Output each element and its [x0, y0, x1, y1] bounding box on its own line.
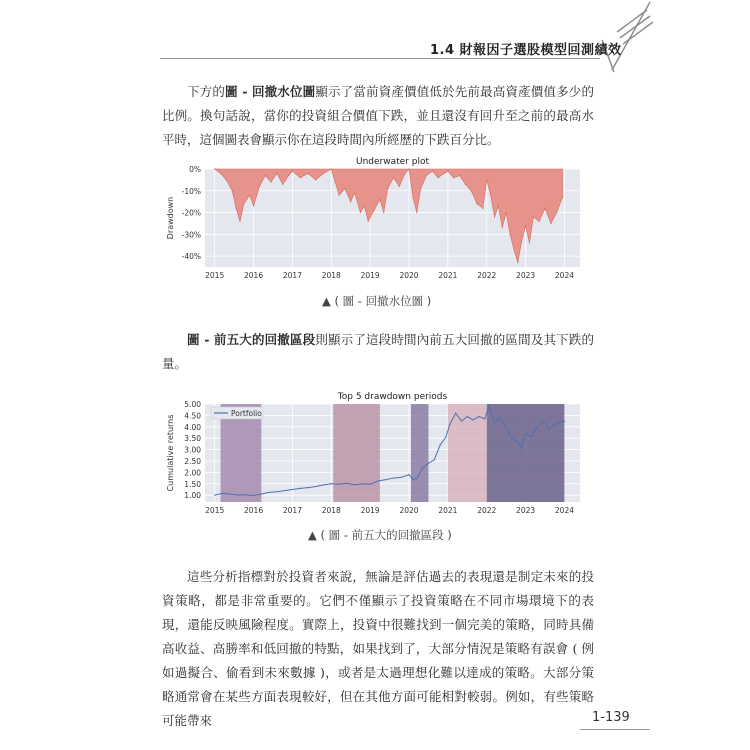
portfolio-point — [323, 484, 324, 485]
figure-caption-top5: ▲ ( 圖 - 前五大的回撤區段 ) — [308, 528, 452, 542]
drawdown-point — [482, 208, 483, 209]
drawdown-point — [513, 249, 514, 250]
portfolio-point — [331, 483, 332, 484]
drawdown-point — [226, 179, 227, 180]
portfolio-point — [315, 486, 316, 487]
y-tick-label: 3.00 — [184, 445, 201, 455]
drawdown-point — [494, 216, 495, 217]
y-tick-label: 4.00 — [184, 422, 201, 432]
drawdown-point — [393, 177, 394, 178]
portfolio-point — [401, 477, 402, 478]
drawdown-period-band — [333, 404, 380, 502]
paragraph-analysis: 這些分析指標對於投資者來說，無論是評估過去的表現還是制定未來的投資策略，都是非常重要的。它們不僅顯示了投資策略在不同市場環境下的表現，還能反映風險程度。實際上，投資中很難找到一個完美的策略，同時具備高收益、高勝率和低回撤的特點，如果找到了，大部分情況是策略有誤會 ( 例如過擬合、偷看到未來數據 )，或者是太過理想化難以達成的策略。大部分策略通常會在某些方面表現較好，但在其他方面可能相對較弱。例如，有些策略可能帶來 — [162, 569, 594, 728]
x-tick-label: 2019 — [360, 506, 380, 515]
portfolio-point — [440, 444, 441, 445]
x-tick-label: 2024 — [554, 506, 575, 515]
drawdown-point — [459, 175, 460, 176]
drawdown-point — [239, 221, 240, 222]
chart-title: Underwater plot — [356, 157, 429, 167]
top5-drawdown-chart — [160, 390, 590, 520]
portfolio-point — [428, 463, 429, 464]
x-tick-label: 2022 — [477, 271, 497, 280]
portfolio-point — [237, 495, 238, 496]
drawdown-point — [243, 203, 244, 204]
drawdown-point — [426, 175, 427, 176]
drawdown-point — [354, 192, 355, 193]
drawdown-point — [405, 173, 406, 174]
portfolio-point — [554, 424, 555, 425]
portfolio-point — [230, 493, 231, 494]
portfolio-point — [214, 495, 215, 496]
portfolio-point — [455, 413, 456, 414]
drawdown-point — [438, 177, 439, 178]
figure-caption-underwater: ▲ ( 圖 - 回撤水位圖 ) — [322, 294, 432, 308]
paragraph-top5-intro — [162, 328, 594, 376]
corner-decoration-icon — [592, 0, 662, 75]
drawdown-point — [270, 181, 271, 182]
portfolio-point — [521, 448, 522, 449]
y-axis-label: Drawdown — [166, 196, 175, 240]
drawdown-point — [533, 216, 534, 217]
section-title: 1.4 財報因子選股模型回測績效 — [430, 43, 622, 58]
y-tick-label: 1.50 — [184, 479, 201, 489]
portfolio-point — [269, 492, 270, 493]
drawdown-point — [379, 199, 380, 200]
paragraph-text: 則顯示了這段時間內前五大回撤的區間及其下跌的量。 — [162, 332, 594, 371]
drawdown-point — [443, 173, 444, 174]
drawdown-period-band — [448, 404, 487, 502]
drawdown-point — [259, 186, 260, 187]
underwater-plot — [160, 155, 590, 285]
drawdown-point — [539, 221, 540, 222]
y-tick-label: 4.50 — [184, 411, 201, 421]
x-tick-label: 2019 — [360, 271, 380, 280]
portfolio-point — [494, 422, 495, 423]
drawdown-point — [517, 262, 518, 263]
drawdown-point — [344, 188, 345, 189]
portfolio-point — [412, 479, 413, 480]
drawdown-point — [529, 242, 530, 243]
drawdown-point — [338, 195, 339, 196]
drawdown-point — [506, 212, 507, 213]
y-tick-label: 2.00 — [184, 468, 201, 478]
paragraph-text: 下方的 — [187, 84, 226, 99]
drawdown-point — [335, 181, 336, 182]
y-tick-label: -10% — [181, 186, 201, 196]
drawdown-point — [288, 175, 289, 176]
portfolio-point — [500, 417, 501, 418]
drawdown-point — [509, 234, 510, 235]
drawdown-point — [364, 205, 365, 206]
portfolio-point — [261, 493, 262, 494]
drawdown-point — [525, 225, 526, 226]
drawdown-point — [521, 240, 522, 241]
drawdown-point — [232, 190, 233, 191]
drawdown-point — [498, 205, 499, 206]
chart-title: Top 5 drawdown periods — [337, 392, 448, 402]
drawdown-point — [486, 179, 487, 180]
drawdown-point — [214, 168, 215, 169]
drawdown-point — [282, 184, 283, 185]
drawdown-point — [399, 186, 400, 187]
portfolio-point — [478, 416, 479, 417]
y-tick-label: 2.50 — [184, 456, 201, 466]
x-tick-label: 2016 — [244, 506, 264, 515]
x-tick-label: 2017 — [282, 506, 302, 515]
portfolio-point — [467, 416, 468, 417]
x-tick-label: 2021 — [438, 271, 458, 280]
page-number: 1-139 — [592, 710, 630, 725]
drawdown-point — [476, 203, 477, 204]
portfolio-point — [548, 428, 549, 429]
portfolio-point — [284, 490, 285, 491]
drawdown-point — [412, 197, 413, 198]
x-tick-label: 2024 — [554, 271, 575, 280]
portfolio-point — [307, 487, 308, 488]
portfolio-point — [385, 479, 386, 480]
drawdown-point — [490, 195, 491, 196]
drawdown-point — [502, 227, 503, 228]
portfolio-point — [511, 438, 512, 439]
x-tick-label: 2016 — [244, 271, 264, 280]
figure-reference: 圖 - 回撤水位圖 — [225, 84, 316, 99]
drawdown-point — [323, 173, 324, 174]
y-tick-label: 3.50 — [184, 434, 201, 444]
drawdown-point — [368, 221, 369, 222]
drawdown-point — [235, 208, 236, 209]
drawdown-point — [544, 208, 545, 209]
portfolio-point — [370, 484, 371, 485]
portfolio-point — [473, 419, 474, 420]
x-tick-label: 2015 — [205, 271, 225, 280]
paragraph-text: 顯示了當前資產價值低於先前最高資產價值多少的比例。換句話說，當你的投資組合價值下跌，並且還沒有回升至之前的最高水平時，這個圖表會顯示你在這段時間內所經歷的下跌百分比。 — [162, 84, 594, 147]
y-axis-label: Cumulative returns — [166, 414, 175, 492]
portfolio-point — [338, 484, 339, 485]
portfolio-point — [346, 483, 347, 484]
portfolio-point — [377, 480, 378, 481]
portfolio-point — [506, 427, 507, 428]
portfolio-point — [408, 474, 409, 475]
drawdown-point — [420, 188, 421, 189]
x-tick-label: 2023 — [516, 271, 536, 280]
portfolio-point — [416, 478, 417, 479]
portfolio-point — [222, 493, 223, 494]
y-tick-label: -40% — [181, 252, 201, 262]
drawdown-point — [307, 173, 308, 174]
drawdown-point — [550, 223, 551, 224]
portfolio-point — [542, 420, 543, 421]
portfolio-point — [245, 494, 246, 495]
drawdown-point — [331, 168, 332, 169]
portfolio-point — [445, 436, 446, 437]
drawdown-point — [465, 184, 466, 185]
portfolio-point — [560, 422, 561, 423]
portfolio-point — [362, 483, 363, 484]
drawdown-point — [300, 177, 301, 178]
drawdown-point — [556, 212, 557, 213]
drawdown-point — [315, 179, 316, 180]
drawdown-point — [453, 177, 454, 178]
drawdown-point — [383, 212, 384, 213]
paragraph-underwater-intro — [162, 80, 594, 152]
x-tick-label: 2015 — [205, 506, 225, 515]
portfolio-point — [564, 420, 565, 421]
portfolio-point — [531, 436, 532, 437]
portfolio-point — [488, 406, 489, 407]
drawdown-point — [416, 212, 417, 213]
portfolio-point — [354, 484, 355, 485]
drawdown-point — [276, 173, 277, 174]
portfolio-point — [537, 426, 538, 427]
y-tick-label: 5.00 — [184, 400, 201, 409]
legend-label: Portfolio — [231, 409, 262, 418]
drawdown-point — [249, 195, 250, 196]
drawdown-point — [387, 188, 388, 189]
portfolio-point — [461, 420, 462, 421]
portfolio-point — [525, 433, 526, 434]
drawdown-point — [253, 205, 254, 206]
portfolio-point — [276, 491, 277, 492]
drawdown-point — [408, 168, 409, 169]
x-tick-label: 2017 — [282, 271, 302, 280]
drawdown-point — [562, 197, 563, 198]
portfolio-point — [253, 495, 254, 496]
y-tick-label: -30% — [181, 230, 201, 240]
drawdown-point — [432, 171, 433, 172]
drawdown-point — [360, 212, 361, 213]
drawdown-point — [265, 175, 266, 176]
portfolio-point — [434, 459, 435, 460]
header-divider — [160, 58, 600, 59]
portfolio-point — [300, 488, 301, 489]
y-tick-label: -20% — [181, 208, 201, 218]
drawdown-point — [292, 171, 293, 172]
drawdown-period-band — [411, 404, 428, 502]
figure-reference: 圖 - 前五大的回撤區段 — [187, 332, 316, 347]
portfolio-point — [517, 442, 518, 443]
y-tick-label: 0% — [189, 165, 201, 174]
portfolio-point — [484, 418, 485, 419]
x-tick-label: 2022 — [477, 506, 497, 515]
x-tick-label: 2021 — [438, 506, 458, 515]
drawdown-point — [350, 201, 351, 202]
drawdown-point — [471, 190, 472, 191]
x-tick-label: 2018 — [321, 271, 341, 280]
x-tick-label: 2020 — [399, 271, 419, 280]
drawdown-point — [447, 171, 448, 172]
footer-divider — [580, 729, 650, 730]
x-tick-label: 2018 — [321, 506, 341, 515]
x-tick-label: 2020 — [399, 506, 419, 515]
y-tick-label: 1.00 — [184, 491, 201, 501]
portfolio-point — [393, 477, 394, 478]
x-tick-label: 2023 — [516, 506, 536, 515]
drawdown-point — [220, 173, 221, 174]
portfolio-point — [422, 467, 423, 468]
drawdown-point — [373, 210, 374, 211]
portfolio-point — [292, 489, 293, 490]
portfolio-point — [449, 424, 450, 425]
